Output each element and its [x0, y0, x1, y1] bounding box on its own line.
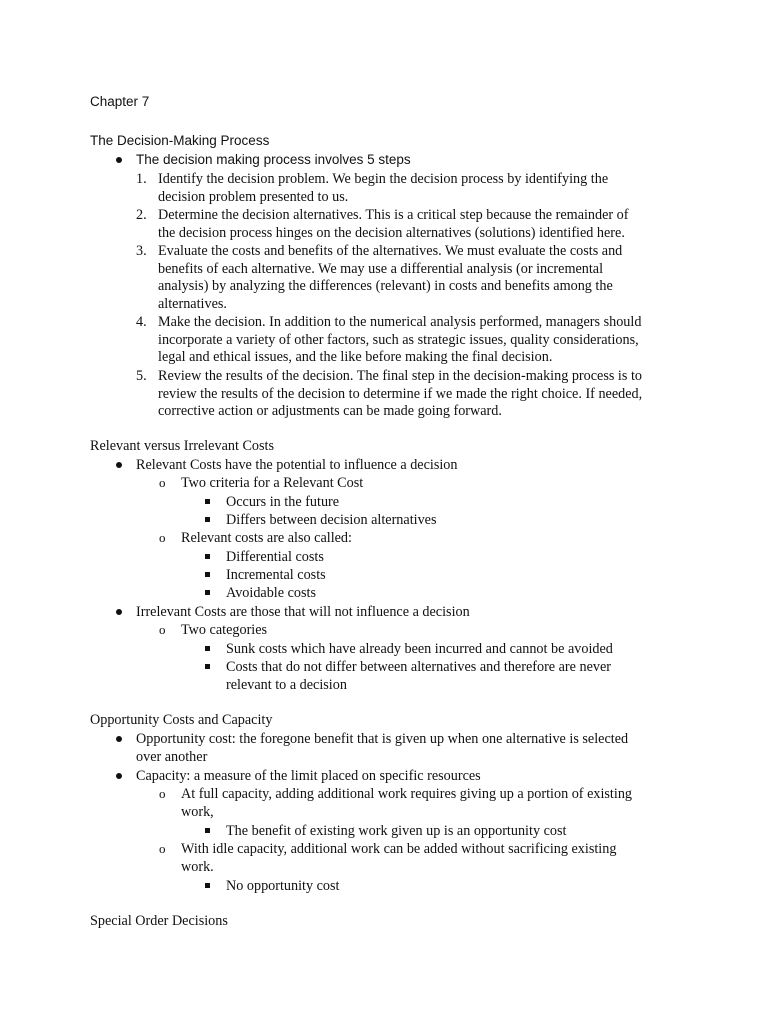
section-heading-decision-process: The Decision-Making Process	[90, 133, 270, 148]
bullet-disc	[116, 609, 122, 615]
full-capacity-item: At full capacity, adding additional work requires giving up a portion of existing	[181, 786, 633, 802]
step-text-line: incorporate a variety of other factors, such as strategic issues, quality considerations,	[158, 332, 639, 348]
bullet-square	[205, 499, 210, 504]
bullet-square	[205, 828, 210, 833]
criteria-item: Differs between decision alternatives	[226, 512, 437, 528]
step-text-line: legal and ethical issues, and the like before making the final decision.	[158, 349, 553, 365]
bullet-square	[205, 664, 210, 669]
idle-capacity-sub: No opportunity cost	[226, 878, 340, 894]
bullet-square	[205, 646, 210, 651]
step-text-line: analysis) by analyzing the differences (relevant) in costs and benefits among the	[158, 278, 613, 294]
also-called-item: Incremental costs	[226, 567, 326, 583]
bullet-square	[205, 517, 210, 522]
also-called-label: Relevant costs are also called:	[181, 530, 352, 546]
also-called-item: Avoidable costs	[226, 585, 316, 601]
section-heading-special-order: Special Order Decisions	[90, 913, 228, 929]
step-text-line: alternatives.	[158, 296, 227, 312]
bullet-circle: o	[159, 475, 166, 490]
step-number: 3.	[136, 243, 147, 259]
bullet-circle: o	[159, 786, 166, 801]
step-text-line: benefits of each alternative. We may use a differential analysis (or incremental	[158, 261, 604, 277]
full-capacity-item-continued: work,	[181, 804, 214, 820]
bullet-circle: o	[159, 530, 166, 545]
categories-label: Two categories	[181, 622, 268, 638]
bullet-circle: o	[159, 622, 166, 637]
criteria-item: Occurs in the future	[226, 494, 340, 510]
bullet-circle: o	[159, 841, 166, 856]
bullet-square	[205, 590, 210, 595]
step-text-line: corrective action or adjustments can be made going forward.	[158, 403, 502, 419]
step-text-line: Determine the decision alternatives. This is a critical step because the remainder of	[158, 207, 629, 223]
bullet-disc	[116, 773, 122, 779]
bullet-disc	[116, 736, 122, 742]
category-item: Sunk costs which have already been incurred and cannot be avoided	[226, 641, 613, 657]
category-item: Costs that do not differ between alternatives and therefore are never	[226, 659, 612, 675]
idle-capacity-item-continued: work.	[181, 859, 214, 875]
bullet-disc	[116, 157, 122, 163]
irrelevant-costs-bullet: Irrelevant Costs are those that will not influence a decision	[136, 604, 470, 620]
bullet-disc	[116, 462, 122, 468]
step-text-line: review the results of the decision to determine if we made the right choice. If needed,	[158, 386, 643, 402]
step-number: 5.	[136, 368, 147, 384]
step-text-line: Evaluate the costs and benefits of the alternatives. We must evaluate the costs and	[158, 243, 623, 259]
step-text-line: Review the results of the decision. The final step in the decision-making process is to	[158, 368, 642, 384]
opportunity-cost-bullet-continued: over another	[136, 749, 208, 765]
section-heading-opportunity: Opportunity Costs and Capacity	[90, 712, 273, 728]
also-called-item: Differential costs	[226, 549, 324, 565]
decision-process-intro: The decision making process involves 5 steps	[136, 152, 411, 167]
opportunity-cost-bullet: Opportunity cost: the foregone benefit that is given up when one alternative is selected	[136, 731, 629, 747]
category-item-continued: relevant to a decision	[226, 677, 347, 693]
bullet-square	[205, 572, 210, 577]
step-text-line: Make the decision. In addition to the numerical analysis performed, managers should	[158, 314, 642, 330]
chapter-title: Chapter 7	[90, 94, 150, 109]
bullet-square	[205, 554, 210, 559]
idle-capacity-item: With idle capacity, additional work can be added without sacrificing existing	[181, 841, 617, 857]
full-capacity-sub: The benefit of existing work given up is an opportunity cost	[226, 823, 567, 839]
capacity-bullet: Capacity: a measure of the limit placed on specific resources	[136, 768, 481, 784]
section-heading-relevant-costs: Relevant versus Irrelevant Costs	[90, 438, 274, 454]
step-number: 4.	[136, 314, 147, 330]
step-number: 1.	[136, 171, 147, 187]
criteria-label: Two criteria for a Relevant Cost	[181, 475, 364, 491]
step-text-line: the decision process hinges on the decision alternatives (solutions) identified here.	[158, 225, 625, 241]
step-number: 2.	[136, 207, 147, 223]
relevant-costs-bullet: Relevant Costs have the potential to influence a decision	[136, 457, 458, 473]
step-text-line: decision problem presented to us.	[158, 189, 349, 205]
step-text-line: Identify the decision problem. We begin the decision process by identifying the	[158, 171, 609, 187]
bullet-square	[205, 883, 210, 888]
